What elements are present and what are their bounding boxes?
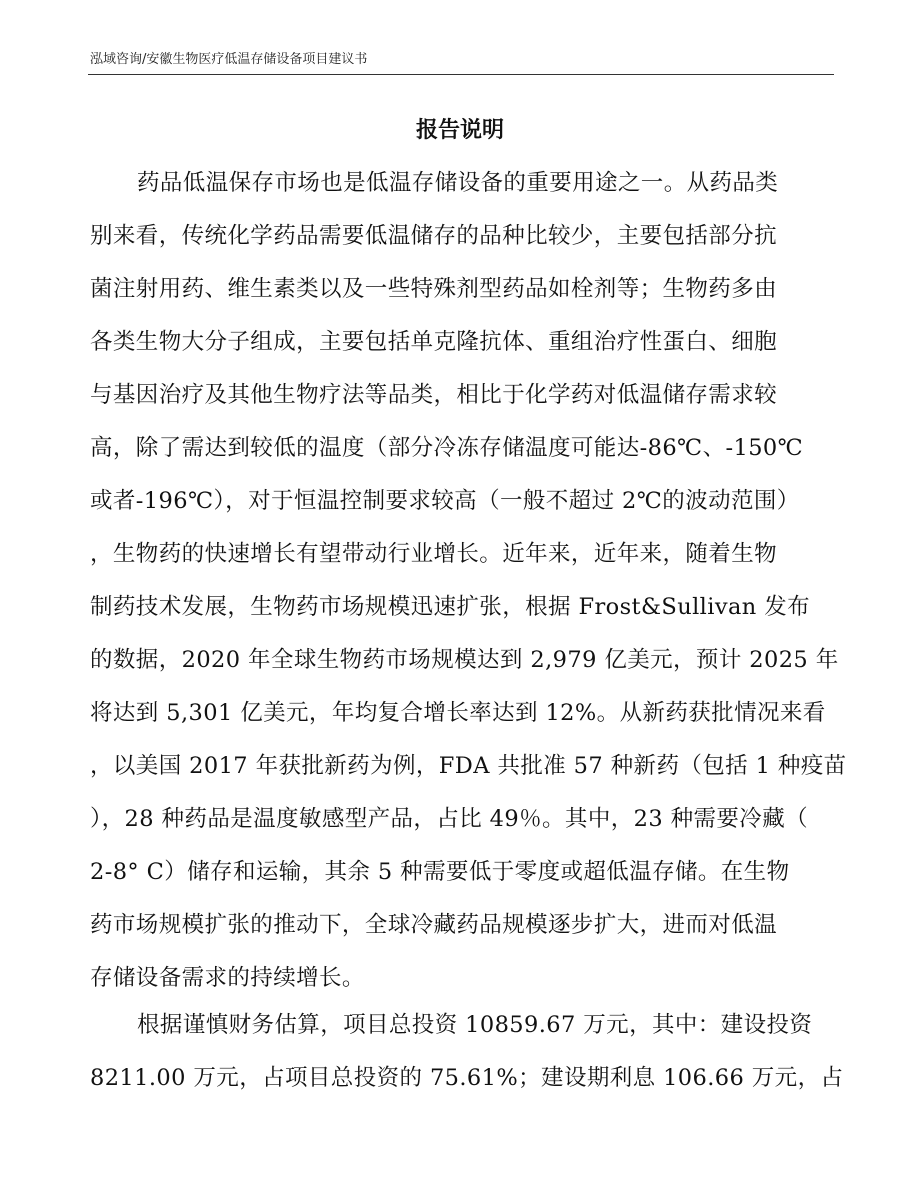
paragraph-line: 根据谨慎财务估算，项目总投资 10859.67 万元，其中：建设投资 [137, 1012, 813, 1038]
paragraph-line: 2-8° C）储存和运输，其余 5 种需要低于零度或超低温存储。在生物 [90, 859, 790, 885]
paragraph-line: 菌注射用药、维生素类以及一些特殊剂型药品如栓剂等；生物药多由 [90, 276, 778, 302]
header-rule [88, 74, 834, 75]
paragraph-line: 8211.00 万元，占项目总投资的 75.61%；建设期利息 106.66 万元，占 [90, 1065, 844, 1091]
paragraph-line: 药市场规模扩张的推动下，全球冷藏药品规模逐步扩大，进而对低温 [90, 912, 778, 938]
paragraph-line: 制药技术发展，生物药市场规模迅速扩张，根据 Frost&Sullivan 发布 [90, 594, 811, 620]
running-header: 泓域咨询/安徽生物医疗低温存储设备项目建议书 [90, 52, 368, 67]
paragraph-line: 存储设备需求的持续增长。 [90, 965, 365, 991]
paragraph-line: ，以美国 2017 年获批新药为例，FDA 共批准 57 种新药（包括 1 种疫苗 [90, 753, 847, 779]
section-title: 报告说明 [415, 118, 504, 143]
paragraph-line: 的数据，2020 年全球生物药市场规模达到 2,979 亿美元，预计 2025 年 [90, 647, 839, 673]
paragraph-line: 将达到 5,301 亿美元，年均复合增长率达到 12%。从新药获批情况来看 [90, 700, 826, 726]
paragraph-line: 别来看，传统化学药品需要低温储存的品种比较少，主要包括部分抗 [90, 223, 778, 249]
paragraph-line: ，生物药的快速增长有望带动行业增长。近年来，近年来，随着生物 [90, 541, 778, 567]
paragraph-line: ），28 种药品是温度敏感型产品，占比 49％。其中，23 种需要冷藏（ [90, 806, 808, 832]
paragraph-line: 各类生物大分子组成，主要包括单克隆抗体、重组治疗性蛋白、细胞 [90, 329, 778, 355]
paragraph-line: 与基因治疗及其他生物疗法等品类，相比于化学药对低温储存需求较 [90, 382, 778, 408]
paragraph-line: 或者-196℃），对于恒温控制要求较高（一般不超过 2℃的波动范围） [90, 488, 800, 514]
paragraph-line: 高，除了需达到较低的温度（部分冷冻存储温度可能达-86℃、-150℃ [90, 435, 804, 461]
paragraph-line: 药品低温保存市场也是低温存储设备的重要用途之一。从药品类 [137, 170, 779, 196]
